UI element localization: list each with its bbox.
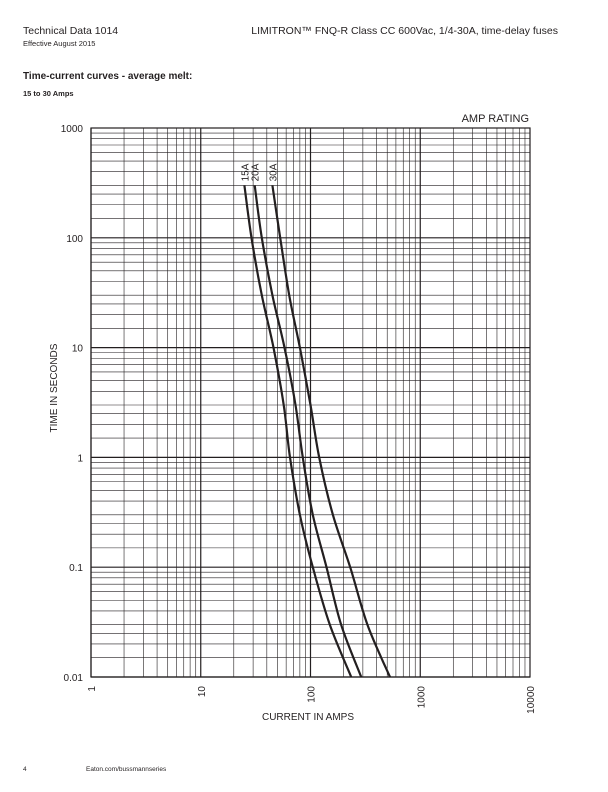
y-tick-label: 100 — [66, 233, 83, 245]
y-tick-label: 1 — [77, 453, 83, 465]
x-tick-label: 100 — [306, 686, 318, 703]
x-tick-labels — [87, 686, 537, 714]
x-tick-label: 10000 — [526, 686, 537, 714]
page-number: 4 — [23, 766, 27, 773]
curve-label-15a: 15A — [240, 163, 252, 182]
product-title: LIMITRON™ FNQ-R Class CC 600Vac, 1/4-30A, time-delay fuses — [251, 25, 558, 37]
effective-date: Effective August 2015 — [23, 39, 96, 48]
y-axis-label: TIME IN SECONDS — [49, 343, 60, 433]
curve-20a — [255, 185, 362, 677]
footer-url: Eaton.com/bussmannseries — [86, 766, 167, 773]
y-tick-label: 0.01 — [63, 673, 83, 684]
x-axis-label: CURRENT IN AMPS — [261, 712, 355, 723]
chart-title: AMP RATING — [461, 113, 529, 125]
y-tick-label: 1000 — [60, 124, 83, 135]
section-subtitle: 15 to 30 Amps — [23, 89, 74, 98]
section-title: Time-current curves - average melt: — [23, 71, 193, 82]
curve-label-30a: 30A — [268, 163, 280, 182]
x-tick-label: 1000 — [416, 686, 428, 709]
y-tick-labels — [61, 124, 84, 684]
fuse-curves — [244, 185, 390, 677]
x-tick-label: 10 — [196, 686, 208, 698]
x-tick-label: 1 — [87, 686, 98, 692]
y-tick-label: 10 — [71, 343, 83, 355]
y-tick-label: 0.1 — [69, 563, 83, 575]
doc-title: Technical Data 1014 — [23, 25, 119, 37]
curve-labels — [240, 163, 279, 181]
curve-30a — [272, 185, 390, 677]
curve-label-20a: 20A — [250, 163, 262, 182]
